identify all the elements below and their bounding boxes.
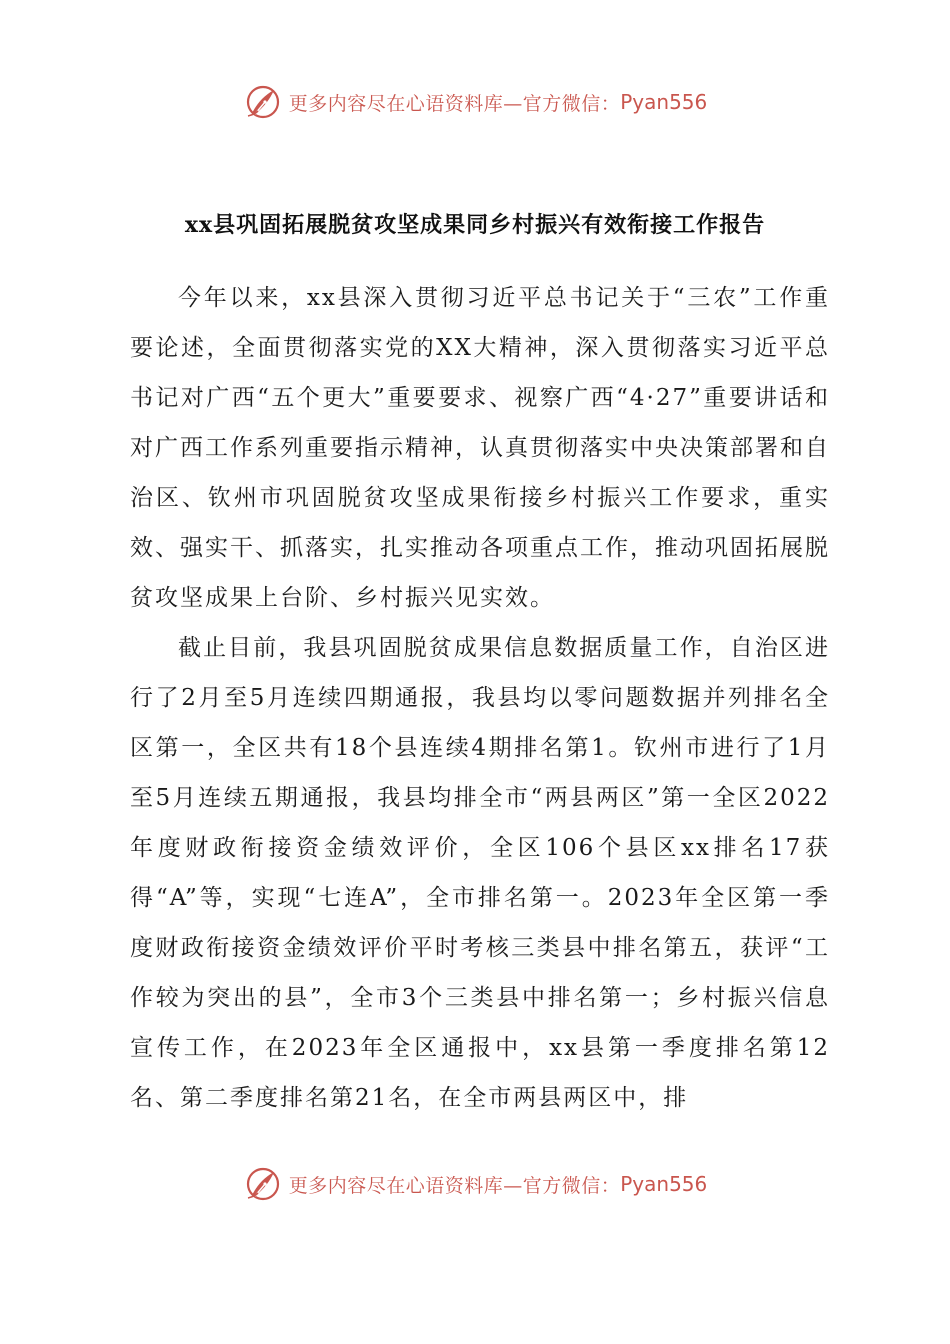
paragraph-2: 截止目前，我县巩固脱贫成果信息数据质量工作，自治区进行了2月至5月连续四期通报，我县均以零问题数据并列排名全区第一，全区共有18个县连续4期排名第1。钦州市进行了1月至5月连续五期通报，我县均排全市“两县两区”第一全区2022年度财政衔接资金绩效评价，全区106个县区xx排名17获得“A”等，实现“七连A”，全市排名第一。2023年全区第一季度财政衔接资金绩效评价平时考核三类县中排名第五，获评“工作较为突出的县”，全市3个三类县中排名第一；乡村振兴信息宣传工作，在2023年全区通报中，xx县第一季度排名第12名、第二季度排名第21名，在全市两县两区中，排: [130, 635, 830, 1111]
header-watermark-banner: [0, 80, 950, 124]
document-title: xx县巩固拓展脱贫攻坚成果同乡村振兴有效衔接工作报告: [184, 212, 766, 238]
document-body: [130, 273, 830, 1123]
paragraph-1: 今年以来，xx县深入贯彻习近平总书记关于“三农”工作重要论述，全面贯彻落实党的XX大精神，深入贯彻落实习近平总书记对广西“五个更大”重要要求、视察广西“4·27”重要讲话和对广西工作系列重要指示精神，认真贯彻落实中央决策部署和自治区、钦州市巩固脱贫攻坚成果衔接乡村振兴工作要求，重实效、强实干、抓落实，扎实推动各项重点工作，推动巩固拓展脱贫攻坚成果上台阶、乡村振兴见实效。: [130, 285, 830, 611]
footer-wechat-id: Pyan556: [620, 1172, 708, 1196]
footer-banner-text: 更多内容尽在心语资料库—官方微信：: [288, 1174, 621, 1197]
pen-nib-logo-icon: [243, 82, 283, 122]
header-wechat-id: Pyan556: [620, 90, 708, 114]
header-banner-text: 更多内容尽在心语资料库—官方微信：: [288, 92, 621, 115]
pen-nib-logo-icon: [243, 1164, 283, 1204]
footer-watermark-banner: [0, 1162, 950, 1206]
